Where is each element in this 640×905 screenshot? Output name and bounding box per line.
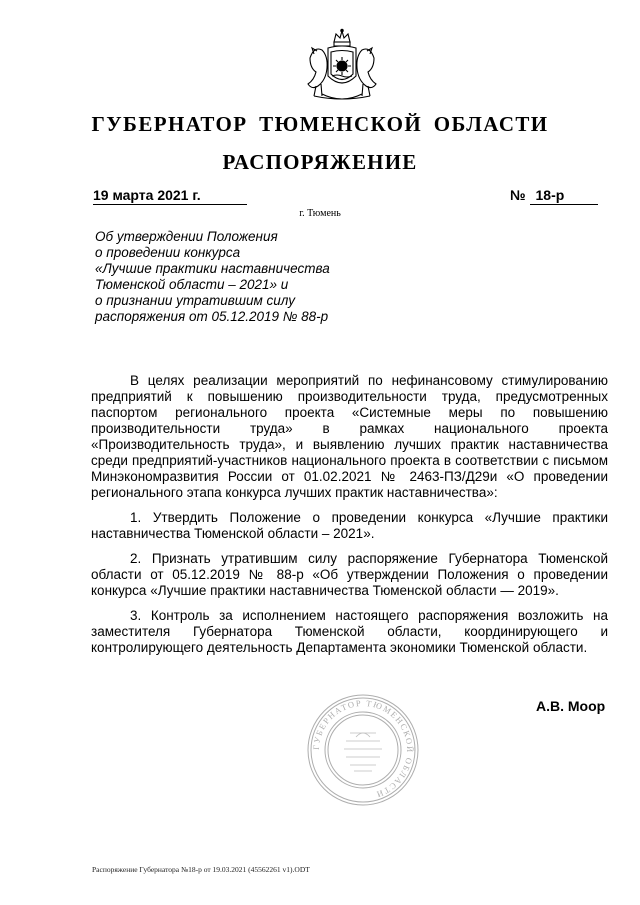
number-sign: №: [510, 187, 526, 203]
subject-line: распоряжения от 05.12.2019 № 88-р: [95, 309, 329, 324]
file-footer: Распоряжение Губернатора №18-р от 19.03.2021 (45562261 v1).ODT: [92, 865, 310, 874]
preamble-paragraph: В целях реализации мероприятий по нефинансовому стимулированию предприятий к повышению производительности труда, предусмотренных паспортом регионального проекта «Системные меры по повышению производительности труда» в рамках национального проекта «Производительность труда», и выявлению лучших практик наставничества среди предприятий-участников национального проекта в соответствии с письмом Минэкономразвития России от 01.02.2021 № 2463-ПЗ/Д29и «О проведении регионального этапа конкурса лучших практик наставничества»:: [91, 373, 608, 500]
subject-line: Тюменской области – 2021» и: [95, 277, 289, 292]
number-value: 18-р: [530, 187, 598, 205]
order-item-3: 3. Контроль за исполнением настоящего распоряжения возложить на заместителя Губернатора Тюменской области, координирующего и контролирующего деятельность Департамента экономики Тюменской области.: [91, 608, 608, 655]
document-type-title: РАСПОРЯЖЕНИЕ: [222, 150, 418, 174]
seal-text: ГУБЕРНАТОР ТЮМЕНСКОЙ ОБЛАСТИ: [310, 697, 416, 801]
subject-line: о признании утратившим силу: [95, 293, 295, 308]
subject-line: «Лучшие практики наставничества: [95, 261, 330, 276]
official-seal-stamp: [306, 693, 420, 807]
document-subject: [95, 229, 395, 325]
subject-line: Об утверждении Положения: [95, 229, 278, 244]
coat-of-arms-emblem: [300, 28, 384, 108]
document-date: 19 марта 2021 г.: [93, 187, 247, 205]
document-city: г. Тюмень: [299, 208, 341, 219]
subject-line: о проведении конкурса: [95, 245, 241, 260]
signatory-name: А.В. Моор: [536, 698, 606, 714]
document-body: [91, 373, 608, 665]
order-item-1: 1. Утвердить Положение о проведении конкурса «Лучшие практики наставничества Тюменской области – 2021».: [91, 510, 608, 541]
issuer-title: ГУБЕРНАТОР ТЮМЕНСКОЙ ОБЛАСТИ: [91, 112, 549, 136]
document-number: [510, 187, 598, 205]
order-item-2: 2. Признать утратившим силу распоряжение Губернатора Тюменской области от 05.12.2019 № 88-р «Об утверждении Положения о проведении конкурса «Лучшие практики наставничества Тюменской области — 2019».: [91, 551, 608, 598]
